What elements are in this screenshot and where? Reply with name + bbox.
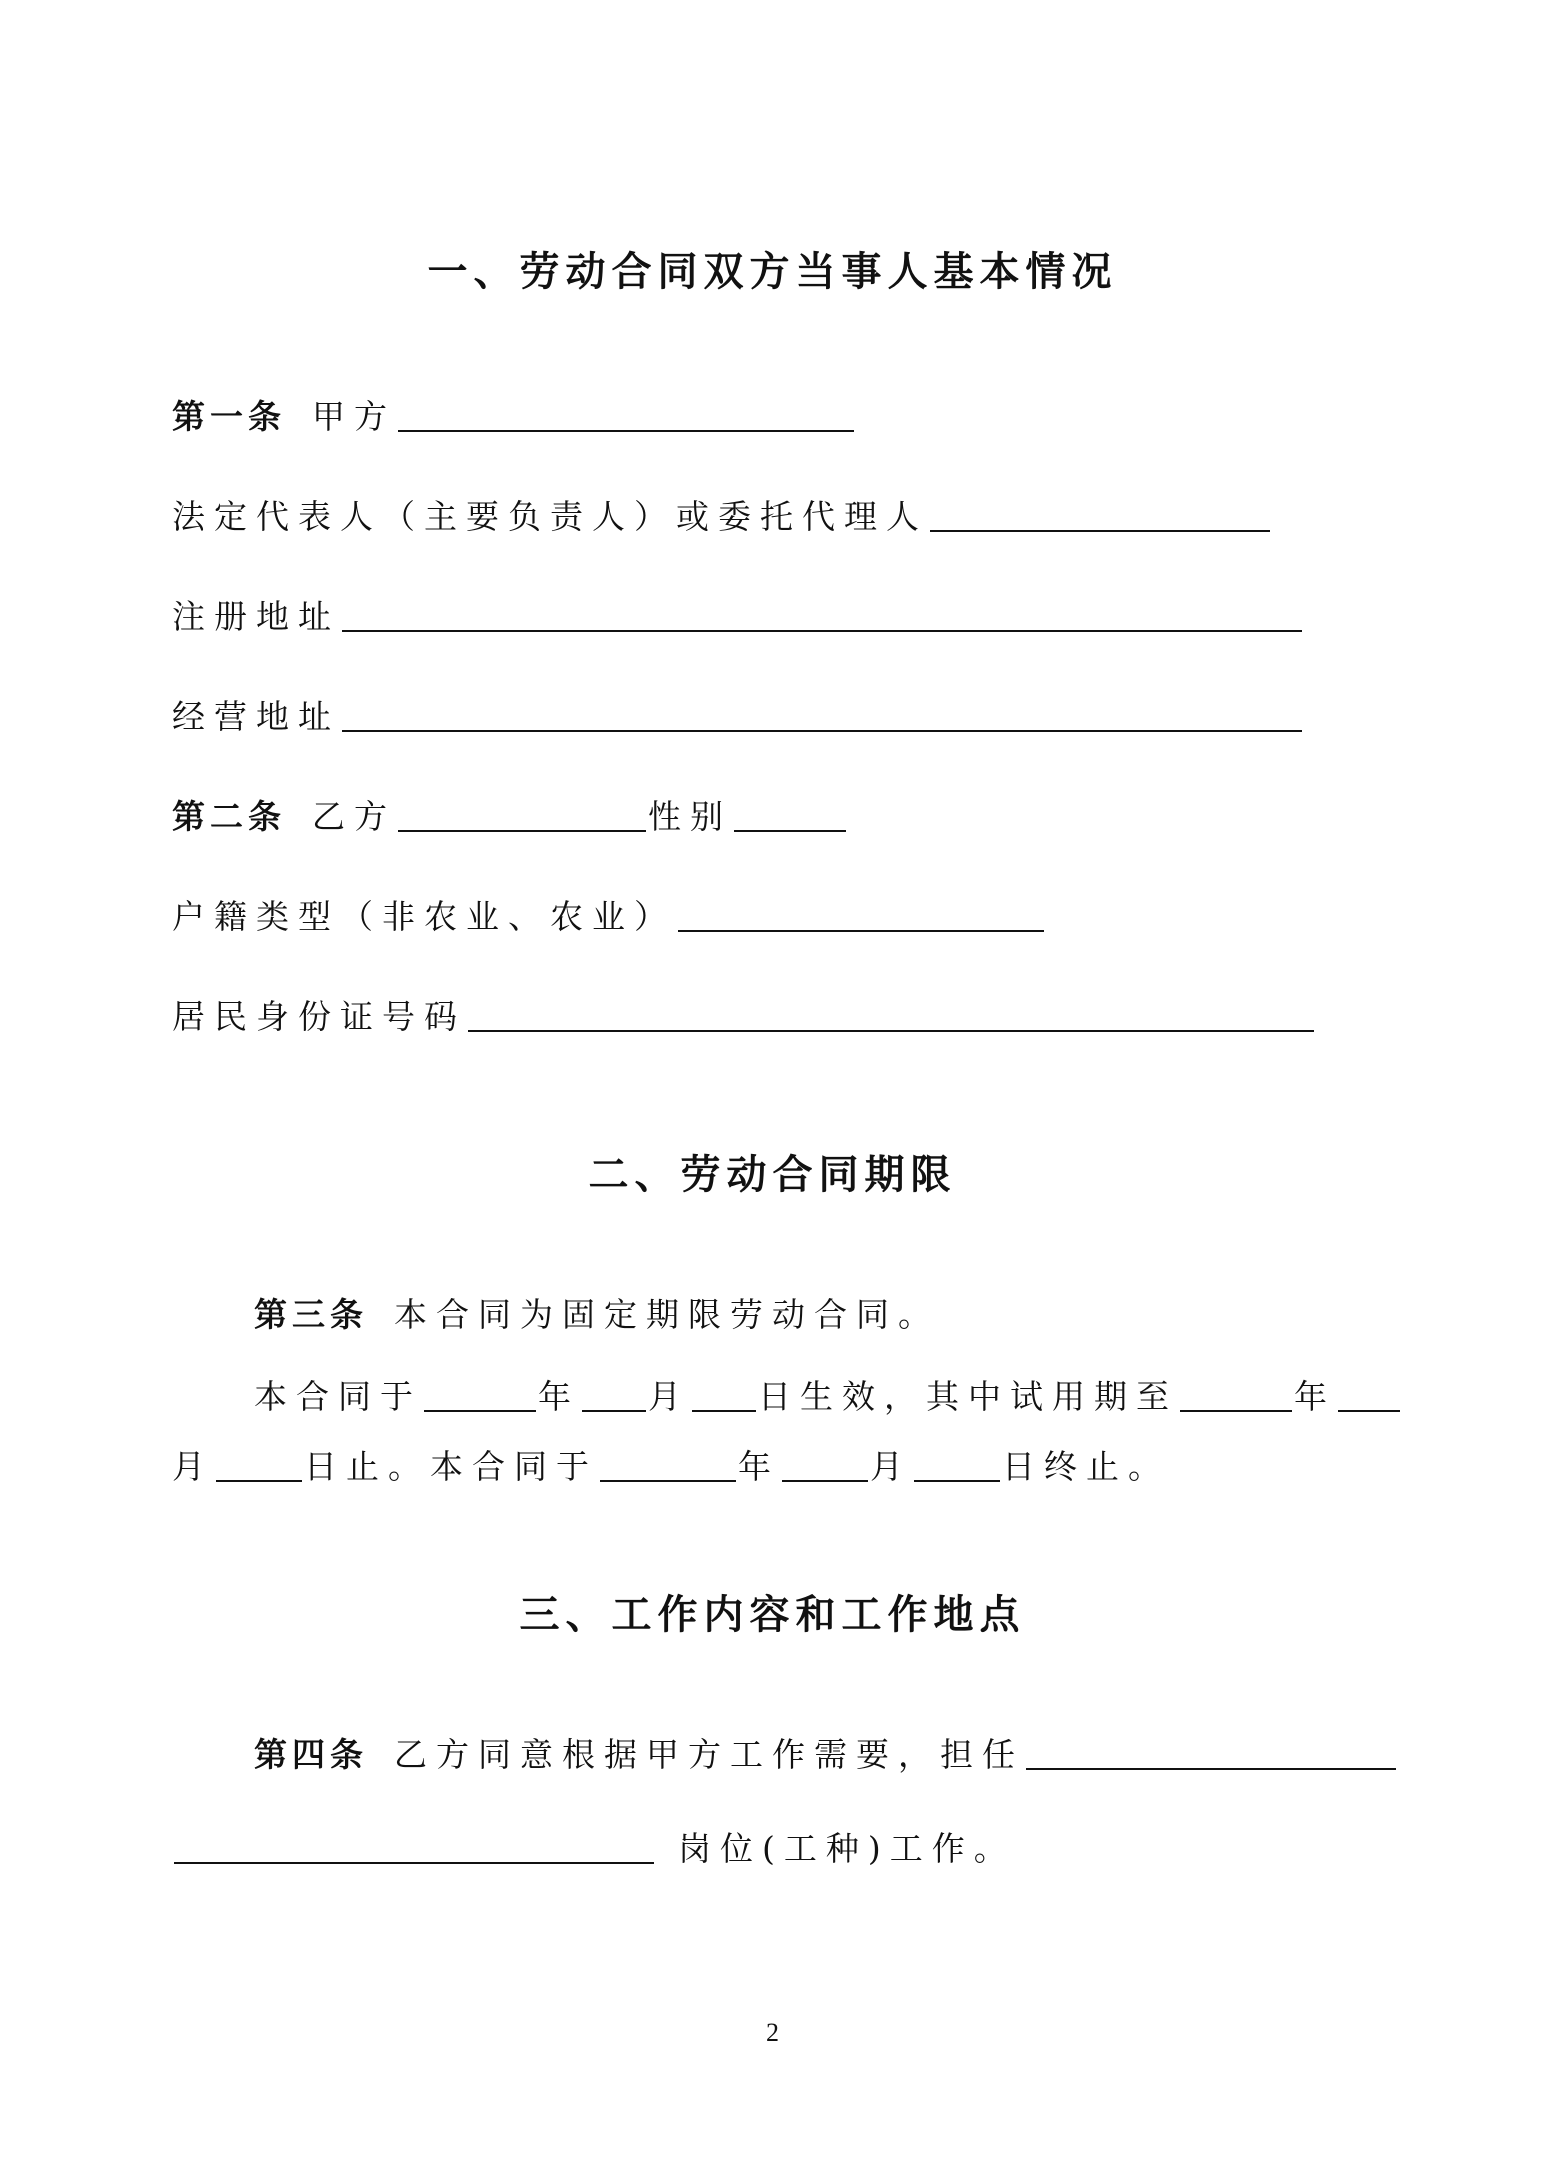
representative-blank[interactable] — [930, 492, 1270, 532]
party-b-label: 乙方 — [312, 797, 396, 836]
business-address-blank[interactable] — [342, 692, 1302, 732]
hukou-blank[interactable] — [678, 892, 1044, 932]
article-3-text: 本合同为固定期限劳动合同。 — [394, 1295, 940, 1334]
post-text: 岗位(工种)工作。 — [678, 1829, 1016, 1868]
article-1-line — [172, 390, 856, 438]
page-number: 2 — [766, 2018, 779, 2047]
term-line-2 — [172, 1440, 1170, 1488]
end-year-unit: 年 — [738, 1447, 780, 1486]
probation-year-blank[interactable] — [1180, 1372, 1292, 1412]
gender-label: 性别 — [648, 797, 732, 836]
article-2-line — [172, 790, 848, 838]
end-day-blank[interactable] — [914, 1442, 1000, 1482]
registered-address-blank[interactable] — [342, 592, 1302, 632]
registered-address-line — [172, 590, 1304, 638]
section-2-title: 二、劳动合同期限 — [588, 1152, 957, 1198]
probation-end-text: 日止。本合同于 — [304, 1447, 598, 1486]
article-4-text: 乙方同意根据甲方工作需要，担任 — [394, 1735, 1024, 1774]
section-1-title: 一、劳动合同双方当事人基本情况 — [427, 249, 1118, 295]
article-4-line — [254, 1728, 1398, 1776]
job-title-blank-a[interactable] — [1026, 1730, 1396, 1770]
term-line-1 — [254, 1370, 1402, 1418]
job-title-blank-b[interactable] — [174, 1824, 654, 1864]
hukou-line — [172, 890, 1046, 938]
article-4-label: 第四条 — [254, 1735, 368, 1774]
hukou-label: 户籍类型（非农业、农业） — [172, 897, 676, 936]
post-line — [172, 1822, 1016, 1870]
start-month-blank[interactable] — [582, 1372, 646, 1412]
probation-month-blank-a[interactable] — [1338, 1372, 1400, 1412]
gender-blank[interactable] — [734, 792, 846, 832]
probation-day-blank[interactable] — [216, 1442, 302, 1482]
id-number-blank[interactable] — [468, 992, 1314, 1032]
business-address-label: 经营地址 — [172, 697, 340, 736]
representative-label: 法定代表人（主要负责人）或委托代理人 — [172, 497, 928, 536]
start-year-unit: 年 — [538, 1377, 580, 1416]
article-3-label: 第三条 — [254, 1295, 368, 1334]
end-year-blank[interactable] — [600, 1442, 736, 1482]
representative-line — [172, 490, 1272, 538]
term-start-text: 本合同于 — [254, 1377, 422, 1416]
id-number-line — [172, 990, 1316, 1038]
id-number-label: 居民身份证号码 — [172, 997, 466, 1036]
termination-text: 日终止。 — [1002, 1447, 1170, 1486]
probation-year-unit: 年 — [1294, 1377, 1336, 1416]
registered-address-label: 注册地址 — [172, 597, 340, 636]
start-year-blank[interactable] — [424, 1372, 536, 1412]
article-1-label: 第一条 — [172, 397, 286, 436]
start-day-blank[interactable] — [692, 1372, 756, 1412]
party-b-blank[interactable] — [398, 792, 646, 832]
business-address-line — [172, 690, 1304, 738]
effective-text: 日生效，其中试用期至 — [758, 1377, 1178, 1416]
article-3-line — [254, 1288, 940, 1336]
party-a-blank[interactable] — [398, 392, 854, 432]
section-3-title: 三、工作内容和工作地点 — [519, 1592, 1026, 1638]
start-month-unit: 月 — [648, 1377, 690, 1416]
probation-month-unit: 月 — [172, 1447, 214, 1486]
article-2-label: 第二条 — [172, 797, 286, 836]
end-month-blank[interactable] — [782, 1442, 868, 1482]
end-month-unit: 月 — [870, 1447, 912, 1486]
party-a-label: 甲方 — [312, 397, 396, 436]
